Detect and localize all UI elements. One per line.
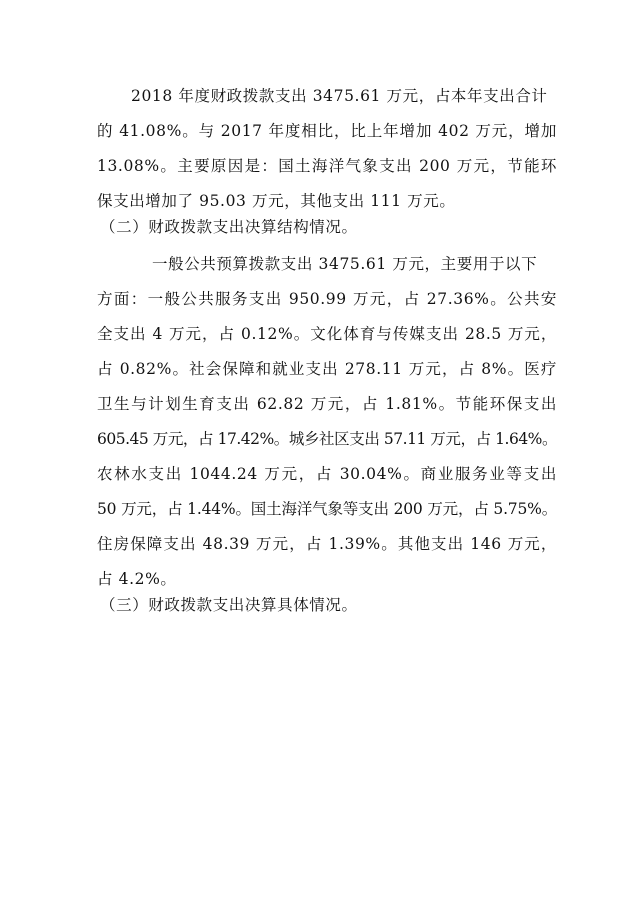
section-heading-2: （二）财政拨款支出决算结构情况。 (100, 218, 358, 236)
paragraph-line: 保支出增加了 95.03 万元，其他支出 111 万元。 (97, 192, 456, 210)
paragraph-line: 住房保障支出 48.39 万元，占 1.39%。其他支出 146 万元， (97, 535, 557, 553)
paragraph-line: 的 41.08%。与 2017 年度相比，比上年增加 402 万元，增加 (97, 122, 557, 140)
paragraph-line: 农林水支出 1044.24 万元，占 30.04%。商业服务业等支出 (97, 465, 557, 483)
section-heading-3: （三）财政拨款支出决算具体情况。 (100, 596, 358, 614)
paragraph-line: 605.45 万元，占 17.42%。城乡社区支出 57.11 万元，占 1.64%。 (97, 430, 557, 448)
paragraph-line: 2018 年度财政拨款支出 3475.61 万元，占本年支出合计 (131, 87, 548, 105)
paragraph-line: 占 0.82%。社会保障和就业支出 278.11 万元，占 8%。医疗 (97, 360, 557, 378)
paragraph-line: 50 万元，占 1.44%。国土海洋气象等支出 200 万元，占 5.75%。 (97, 500, 557, 518)
paragraph-line: 方面：一般公共服务支出 950.99 万元，占 27.36%。公共安 (97, 290, 557, 308)
paragraph-line: 卫生与计划生育支出 62.82 万元，占 1.81%。节能环保支出 (97, 395, 557, 413)
paragraph-line: 13.08%。主要原因是：国土海洋气象支出 200 万元，节能环 (97, 157, 557, 175)
paragraph-line: 占 4.2%。 (97, 570, 177, 588)
paragraph-line: 一般公共预算拨款支出 3475.61 万元，主要用于以下 (152, 255, 538, 273)
paragraph-line: 全支出 4 万元，占 0.12%。文化体育与传媒支出 28.5 万元， (97, 325, 557, 343)
